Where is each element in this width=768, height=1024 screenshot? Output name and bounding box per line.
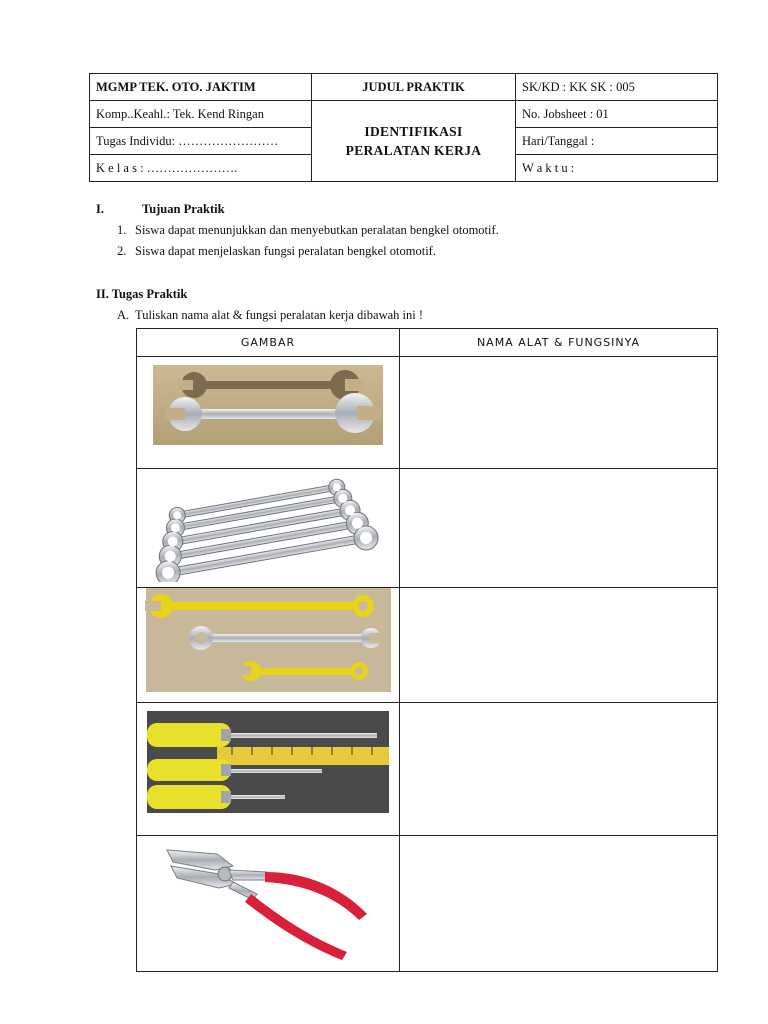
image-cell	[137, 588, 400, 703]
combination-wrench-image	[137, 588, 399, 697]
section-title: Tujuan Praktik	[142, 202, 225, 216]
kompetensi-keahlian: Komp..Keahl.: Tek. Kend Ringan	[90, 101, 312, 128]
header-table	[89, 73, 718, 182]
answer-cell[interactable]	[400, 469, 718, 588]
jobsheet-number: No. Jobsheet : 01	[516, 101, 718, 128]
practice-title-line1: IDENTIFIKASI	[364, 124, 463, 139]
tugas-individu-field: Tugas Individu: ……………………	[90, 128, 312, 155]
ring-spanner-set-image	[137, 469, 399, 582]
list-text: Siswa dapat menunjukkan dan menyebutkan peralatan bengkel otomotif.	[135, 223, 499, 237]
image-cell	[137, 469, 400, 588]
table-row	[137, 357, 718, 469]
answer-cell[interactable]	[400, 836, 718, 972]
list-number: 2.	[117, 244, 127, 258]
table-row	[137, 469, 718, 588]
tools-table	[136, 328, 718, 972]
pliers-image	[137, 836, 399, 966]
screwdriver-image	[137, 703, 399, 830]
table-row	[137, 703, 718, 836]
image-cell	[137, 836, 400, 972]
judul-praktik-label: JUDUL PRAKTIK	[312, 74, 516, 101]
hari-tanggal-field: Hari/Tanggal :	[516, 128, 718, 155]
list-letter: A.	[117, 308, 130, 322]
image-cell	[137, 703, 400, 836]
column-header-gambar: GAMBAR	[137, 329, 400, 357]
section-tugas-title: II. Tugas Praktik	[96, 287, 188, 301]
table-row	[137, 588, 718, 703]
org-name: MGMP TEK. OTO. JAKTIM	[90, 74, 312, 101]
kelas-field: K e l a s : ………………….	[90, 155, 312, 182]
list-number: 1.	[117, 223, 127, 237]
practice-title	[312, 101, 516, 182]
practice-title-line2: PERALATAN KERJA	[345, 143, 482, 158]
answer-cell[interactable]	[400, 588, 718, 703]
list-text: Siswa dapat menjelaskan fungsi peralatan bengkel otomotif.	[135, 244, 436, 258]
section-tujuan	[96, 202, 225, 217]
answer-cell[interactable]	[400, 703, 718, 836]
waktu-field: W a k t u :	[516, 155, 718, 182]
answer-cell[interactable]	[400, 357, 718, 469]
sk-kd-code: SK/KD : KK SK : 005	[516, 74, 718, 101]
column-header-nama-alat: NAMA ALAT & FUNGSINYA	[400, 329, 718, 357]
image-cell	[137, 357, 400, 469]
table-row	[137, 836, 718, 972]
open-end-wrench-image	[137, 357, 399, 463]
list-text: Tuliskan nama alat & fungsi peralatan kerja dibawah ini !	[135, 308, 424, 322]
section-number: I.	[96, 202, 104, 216]
